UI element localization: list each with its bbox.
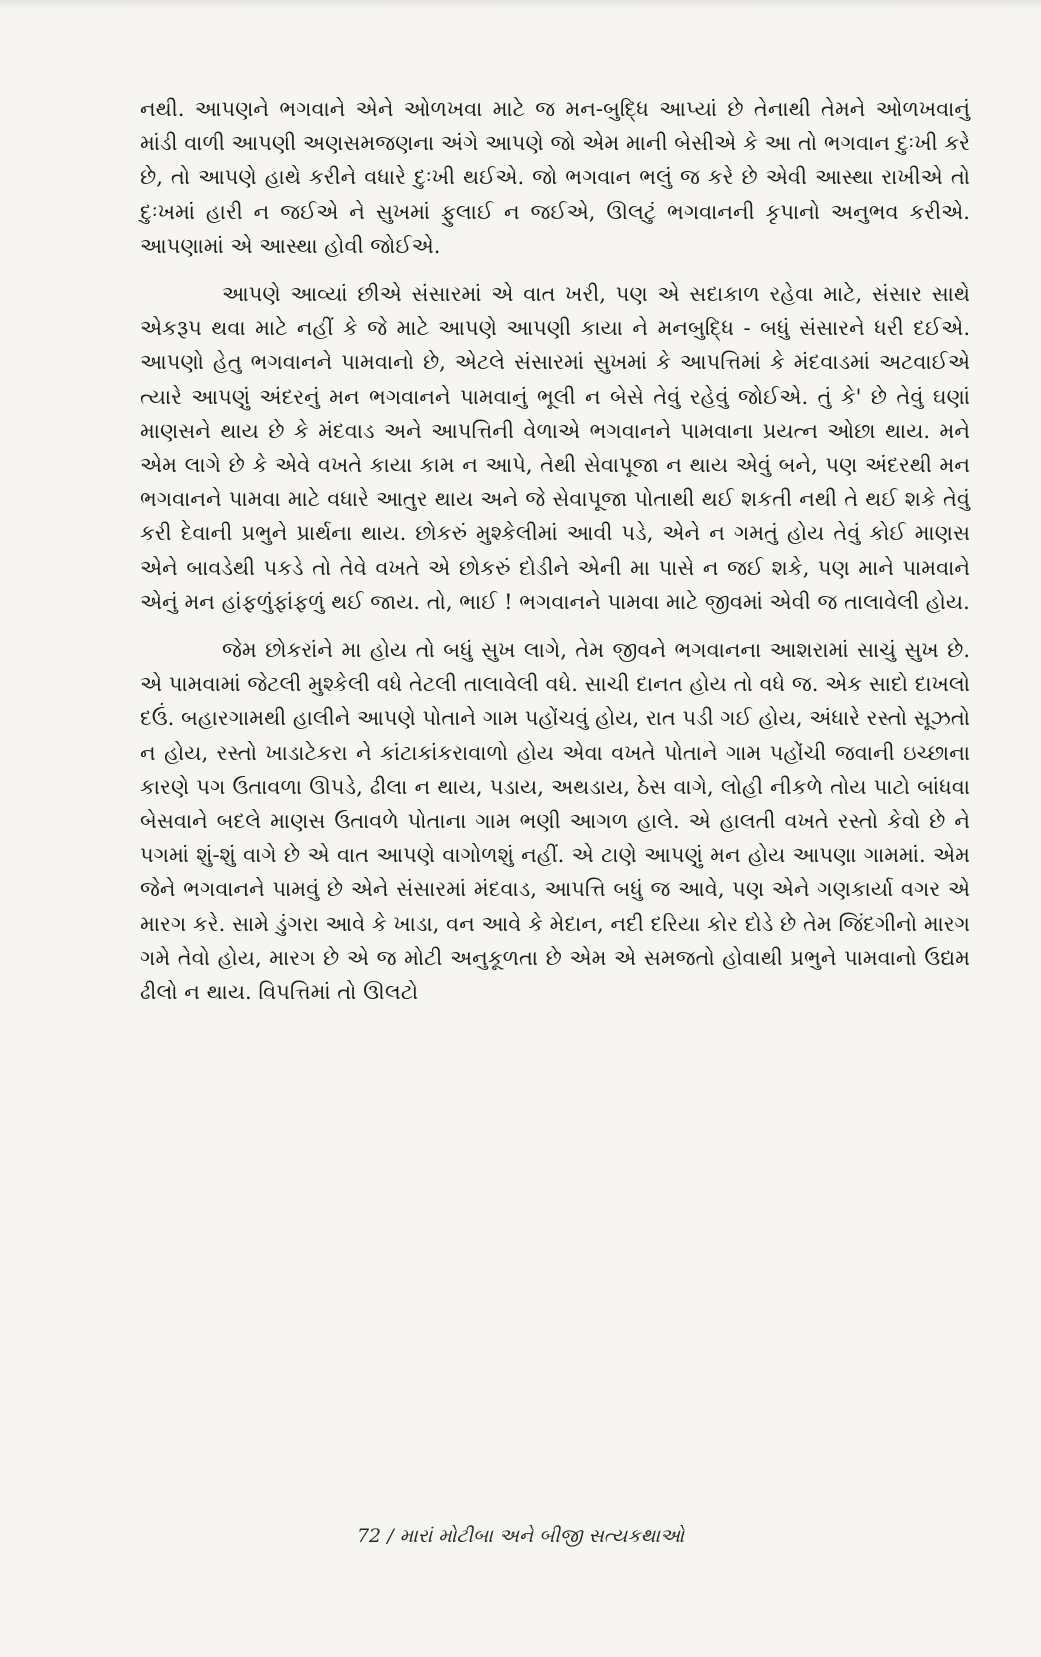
page-footer bbox=[0, 1525, 1041, 1547]
paragraph: આપણે આવ્યાં છીએ સંસારમાં એ વાત ખરી, પણ એ સદાકાળ રહેવા માટે, સંસાર સાથે એકરૂપ થવા માટે નહીં કે જે માટે આપણે આપણી કાયા ને મનબુદ્ધિ - બધું સંસારને ધરી દઈએ. આપણો હેતુ ભગવાનને પામવાનો છે, એટલે સંસારમાં સુખમાં કે આપત્તિમાં કે મંદવાડમાં અટવાઈએ ત્યારે આપણું અંદરનું મન ભગવાનને પામવાનું ભૂલી ન બેસે તેવું રહેવું જોઈએ. તું કે' છે તેવું ઘણાં માણસને થાય છે કે મંદવાડ અને આપત્તિની વેળાએ ભગવાનને પામવાના પ્રયત્ન ઓછા થાય. મને એમ લાગે છે કે એવે વખતે કાયા કામ ન આપે, તેથી સેવાપૂજા ન થાય એવું બને, પણ અંદરથી મન ભગવાનને પામવા માટે વધારે આતુર થાય અને જે સેવાપૂજા પોતાથી થઈ શકતી નથી તે થઈ શકે તેવું કરી દેવાની પ્રભુને પ્રાર્થના થાય. છોકરું મુશ્કેલીમાં આવી પડે, એને ન ગમતું હોય તેવું કોઈ માણસ એને બાવડેથી પકડે તો તેવે વખતે એ છોકરું દોડીને એની મા પાસે ન જઈ શકે, પણ માને પામવાને એનું મન હાંફળુંફાંફળું થઈ જાય. તો, ભાઈ ! ભગવાનને પામવા માટે જીવમાં એવી જ તાલાવેલી હોય. bbox=[140, 282, 970, 614]
page-number: 72 bbox=[356, 1525, 382, 1547]
paragraph: જેમ છોકરાંને મા હોય તો બધું સુખ લાગે, તેમ જીવને ભગવાનના આશરામાં સાચું સુખ છે. એ પામવામાં જેટલી મુશ્કેલી વધે તેટલી તાલાવેલી વધે. સાચી દાનત હોય તો વધે જ. એક સાદો દાખલો દઉં. બહારગામથી હાલીને આપણે પોતાને ગામ પહોંચવું હોય, રાત પડી ગઈ હોય, અંધારે રસ્તો સૂઝતો ન હોય, રસ્તો ખાડાટેકરા ને કાંટાકાંકરાવાળો હોય એવા વખતે પોતાને ગામ પહોંચી જવાની ઇચ્છાના કારણે પગ ઉતાવળા ઊપડે, ઢીલા ન થાય, પડાય, અથડાય, ઠેસ વાગે, લોહી નીકળે તોય પાટો બાંધવા બેસવાને બદલે માણસ ઉતાવળે પોતાના ગામ ભણી આગળ હાલે. એ હાલતી વખતે રસ્તો કેવો છે ને પગમાં શું-શું વાગે છે એ વાત આપણે વાગોળશું નહીં. એ ટાણે આપણું મન હોય આપણા ગામમાં. એમ જેને ભગવાનને પામવું છે એને સંસારમાં મંદવાડ, આપત્તિ બધું જ આવે, પણ એને ગણકાર્યા વગર એ મારગ કરે. સામે ડુંગરા આવે કે ખાડા, વન આવે કે મેદાન, નદી દરિયા કોર દોડે છે તેમ જિંદગીનો મારગ ગમે તેવો હોય, મારગ છે એ જ મોટી અનુકૂળતા છે એમ એ સમજતો હોવાથી પ્રભુને પામવાનો ઉદ્યમ ઢીલો ન થાય. વિપત્તિમાં તો ઊલટો bbox=[140, 638, 970, 1005]
book-title: મારાં મોટીબા અને બીજી સત્યકથાઓ bbox=[399, 1525, 685, 1547]
paragraph-continued: નથી. આપણને ભગવાને એને ઓળખવા માટે જ મન-બુદ્ધિ આપ્યાં છે તેનાથી તેમને ઓળખવાનું માંડી વાળી આપણી અણસમજણના અંગે આપણે જો એમ માની બેસીએ કે આ તો ભગવાન દુઃખી કરે છે, તો આપણે હાથે કરીને વધારે દુઃખી થઈએ. જો ભગવાન ભલું જ કરે છે એવી આસ્થા રાખીએ તો દુઃખમાં હારી ન જઈએ ને સુખમાં ફુલાઈ ન જઈએ, ઊલટું ભગવાનની કૃપાનો અનુભવ કરીએ. આપણામાં એ આસ્થા હોવી જોઈએ. bbox=[140, 97, 970, 258]
footer-separator: / bbox=[387, 1525, 394, 1547]
page-top-edge bbox=[0, 0, 1041, 10]
body-text bbox=[140, 92, 970, 1023]
